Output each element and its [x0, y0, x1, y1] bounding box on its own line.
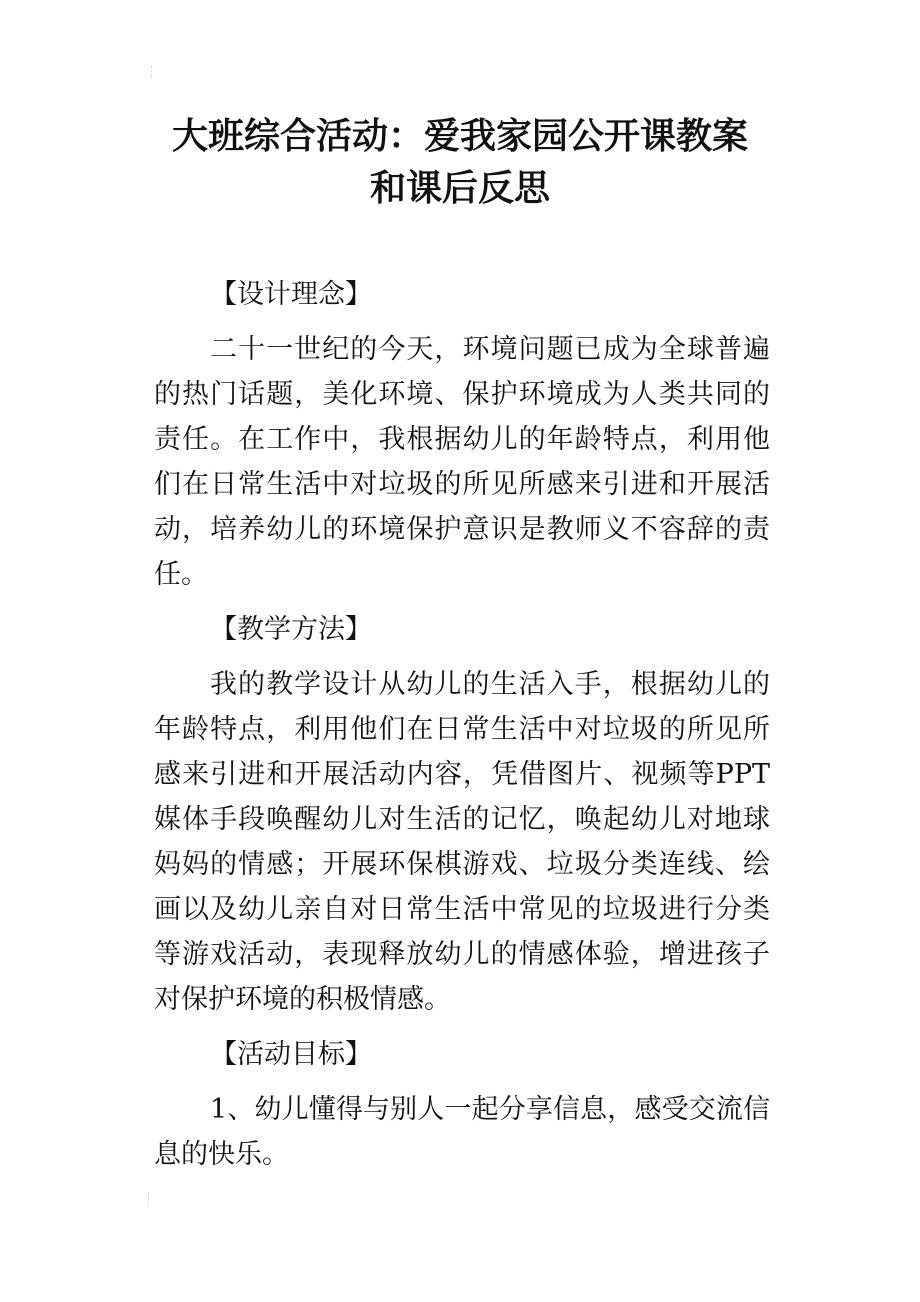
section-paragraph-activity-goals: 1、幼儿懂得与别人一起分享信息，感受交流信息的快乐。	[154, 1094, 770, 1170]
page-corner-mark	[148, 1192, 155, 1204]
section-paragraph-design-concept: 二十一世纪的今天，环境问题已成为全球普遍的热门话题，美化环境、保护环境成为人类共同的责任。在工作中，我根据幼儿的年龄特点，利用他们在日常生活中对垃圾的所见所感来引进和开展活动，培养幼儿的环境保护意识是教师义不容辞的责任。	[154, 334, 770, 590]
section-heading-activity-goals: 【活动目标】	[210, 1039, 372, 1070]
section-heading-design-concept: 【设计理念】	[210, 279, 372, 310]
section-paragraph-teaching-method: 我的教学设计从幼儿的生活入手，根据幼儿的年龄特点，利用他们在日常生活中对垃圾的所见所感来引进和开展活动内容，凭借图片、视频等PPT媒体手段唤醒幼儿对生活的记忆，唤起幼儿对地球妈妈的情感；开展环保棋游戏、垃圾分类连线、绘画以及幼儿亲自对日常生活中常见的垃圾进行分类等游戏活动，表现释放幼儿的情感体验，增进孩子对保护环境的积极情感。	[154, 669, 770, 1015]
document-title-line-2: 和课后反思	[369, 168, 550, 209]
page-corner-mark	[151, 66, 158, 78]
document-title-line-1: 大班综合活动：爱我家园公开课教案	[171, 116, 748, 157]
document-body	[154, 272, 770, 1177]
section-heading-teaching-method: 【教学方法】	[210, 614, 372, 645]
